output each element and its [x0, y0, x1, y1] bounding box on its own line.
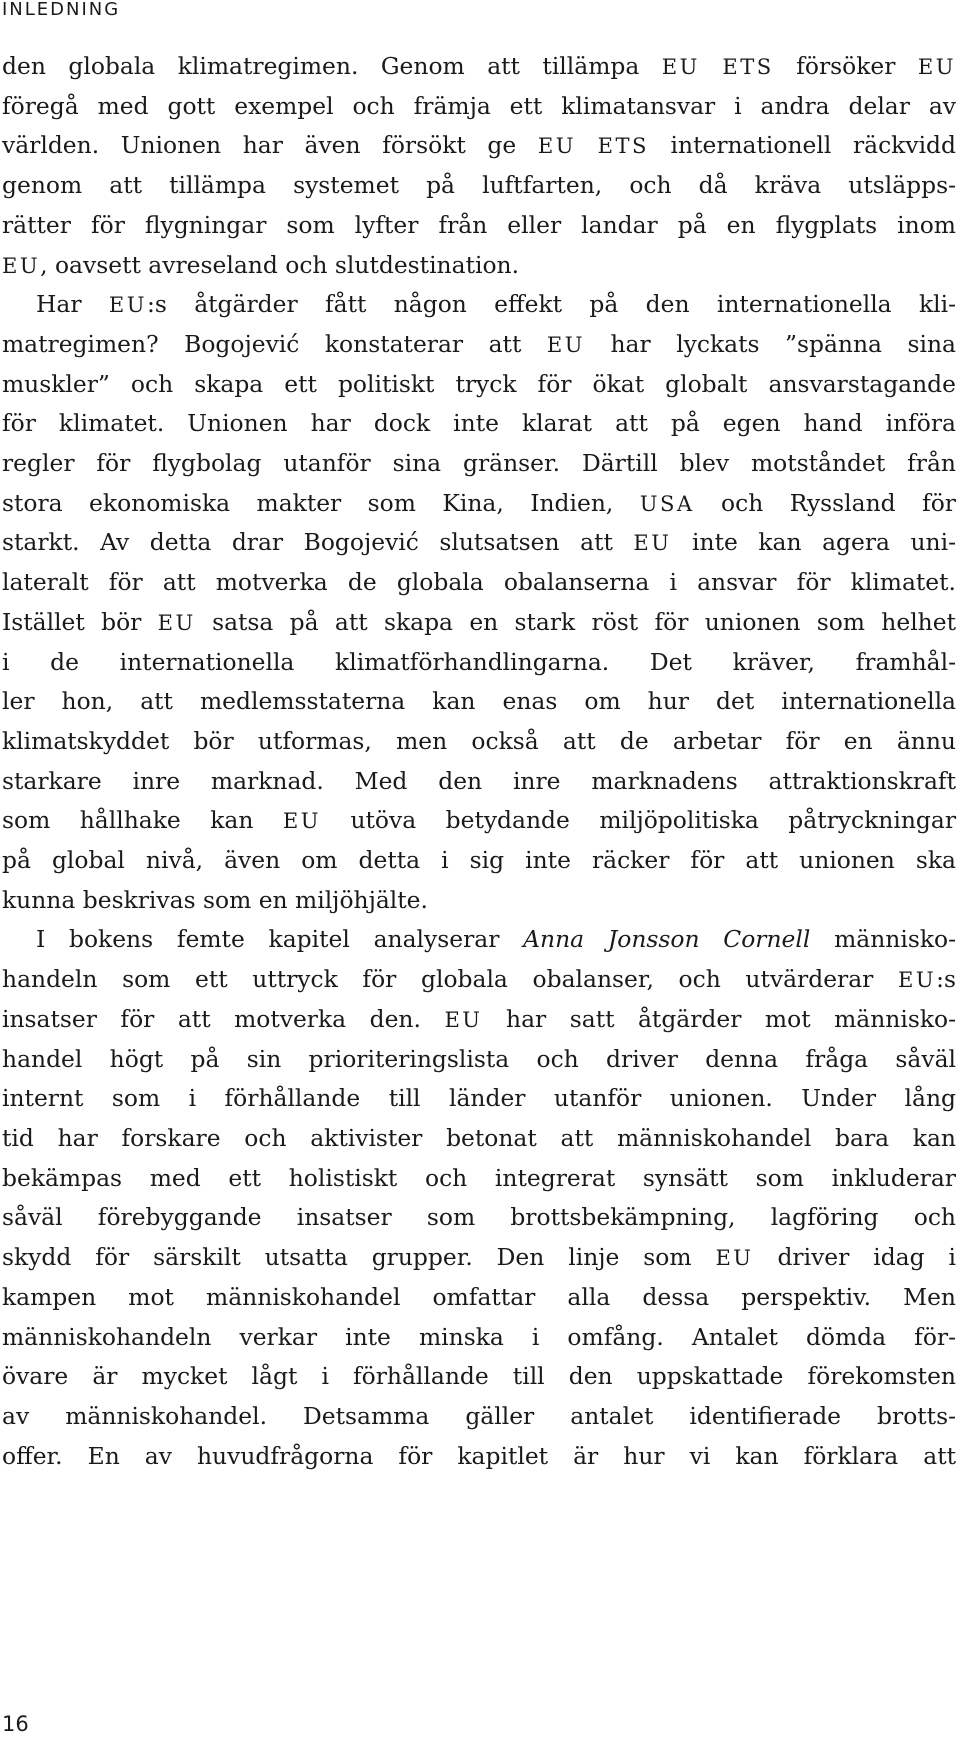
acronym: EU	[537, 133, 576, 159]
text-line: rätter för flygningar som lyfter från eller landar på en flygplats inom	[2, 210, 956, 239]
text-line: skydd för särskilt utsatta grupper. Den linje som EU driver idag i	[2, 1243, 956, 1272]
text-line: insatser för att motverka den. EU har satt åtgärder mot människo-	[2, 1004, 956, 1033]
page-number: 16	[2, 1712, 29, 1736]
acronym: EU	[715, 1245, 754, 1271]
acronym: EU	[633, 530, 672, 556]
author-name: Anna Jonsson Cornell	[523, 925, 811, 954]
text-line: världen. Unionen har även försökt ge EU ETS internationell räckvidd	[2, 131, 957, 160]
text-line: den globala klimatregimen. Genom att tillämpa EU ETS försöker EU	[2, 52, 956, 80]
paragraph	[2, 920, 956, 1476]
text-line: i de internationella klimatförhandlingarna. Det kräver, framhål-	[2, 647, 956, 676]
acronym: ETS	[597, 133, 649, 159]
text-line: Har EU:s åtgärder fått någon effekt på den internationella kli-	[36, 290, 957, 319]
text-line: handeln som ett uttryck för globala obalanser, och utvärderar EU:s	[2, 965, 956, 994]
acronym: EU	[2, 252, 41, 278]
text-line: regler för flygbolag utanför sina gränser. Därtill blev motståndet från	[2, 449, 956, 478]
acronym: USA	[639, 490, 695, 516]
text-line: av människohandel. Detsamma gäller antalet identifierade brotts-	[2, 1401, 956, 1430]
text-line: starkare inre marknad. Med den inre marknadens attraktionskraft	[2, 766, 956, 795]
acronym: EU	[917, 54, 956, 79]
acronym: EU	[898, 967, 937, 993]
acronym: EU	[661, 54, 700, 79]
text-line: ler hon, att medlemsstaterna kan enas om hur det internationella	[2, 687, 956, 716]
text-line: EU, oavsett avreseland och slutdestination.	[2, 250, 520, 279]
text-line: kunna beskrivas som en miljöhjälte.	[2, 885, 428, 914]
text-line: kampen mot människohandel omfattar alla dessa perspektiv. Men	[2, 1282, 956, 1311]
text-line: starkt. Av detta drar Bogojević slutsatsen att EU inte kan agera uni-	[2, 528, 956, 557]
text-line: Istället bör EU satsa på att skapa en stark röst för unionen som helhet	[2, 607, 956, 636]
text-line: övare är mycket lågt i förhållande till den uppskattade förekomsten	[2, 1362, 956, 1391]
text-line: som hållhake kan EU utöva betydande miljöpolitiska påtryckningar	[2, 806, 956, 835]
acronym: ETS	[722, 54, 774, 79]
text-line: föregå med gott exempel och främja ett klimatansvar i andra delar av	[2, 91, 956, 120]
text-line: på global nivå, även om detta i sig inte räcker för att unionen ska	[2, 846, 956, 875]
text-line: klimatskyddet bör utformas, men också att de arbetar för en ännu	[2, 726, 956, 755]
acronym: EU	[108, 292, 147, 318]
acronym: EU	[444, 1006, 483, 1032]
text-line: människohandeln verkar inte minska i omfång. Antalet dömda för-	[2, 1322, 956, 1351]
text-line: offer. En av huvudfrågorna för kapitlet är hur vi kan förklara att	[2, 1441, 956, 1470]
text-line: stora ekonomiska makter som Kina, Indien, USA och Ryssland för	[2, 488, 956, 517]
text-line: lateralt för att motverka de globala obalanserna i ansvar för klimatet.	[2, 568, 956, 597]
text-line: bekämpas med ett holistiskt och integrerat synsätt som inkluderar	[2, 1163, 956, 1192]
text-line: för klimatet. Unionen har dock inte klarat att på egen hand införa	[2, 409, 956, 438]
text-line: I bokens femte kapitel analyserar Anna Jonsson Cornell människo-	[36, 925, 956, 954]
acronym: EU	[546, 331, 585, 357]
text-line: muskler” och skapa ett politiskt tryck för ökat globalt ansvarstagande	[2, 369, 956, 398]
text-line: internt som i förhållande till länder utanför unionen. Under lång	[2, 1084, 956, 1113]
running-head: INLEDNING	[2, 0, 121, 20]
text-line: tid har forskare och aktivister betonat att människohandel bara kan	[2, 1123, 956, 1152]
acronym: EU	[282, 808, 321, 834]
acronym: EU	[157, 609, 196, 635]
paragraph	[2, 47, 956, 285]
text-line: handel högt på sin prioriteringslista och driver denna fråga såväl	[2, 1044, 956, 1073]
paragraph	[2, 285, 956, 920]
text-line: matregimen? Bogojević konstaterar att EU har lyckats ”spänna sina	[2, 329, 956, 358]
text-line: såväl förebyggande insatser som brottsbekämpning, lagföring och	[2, 1203, 956, 1232]
body-text	[2, 47, 956, 1476]
text-line: genom att tillämpa systemet på luftfarten, och då kräva utsläpps-	[2, 171, 956, 200]
